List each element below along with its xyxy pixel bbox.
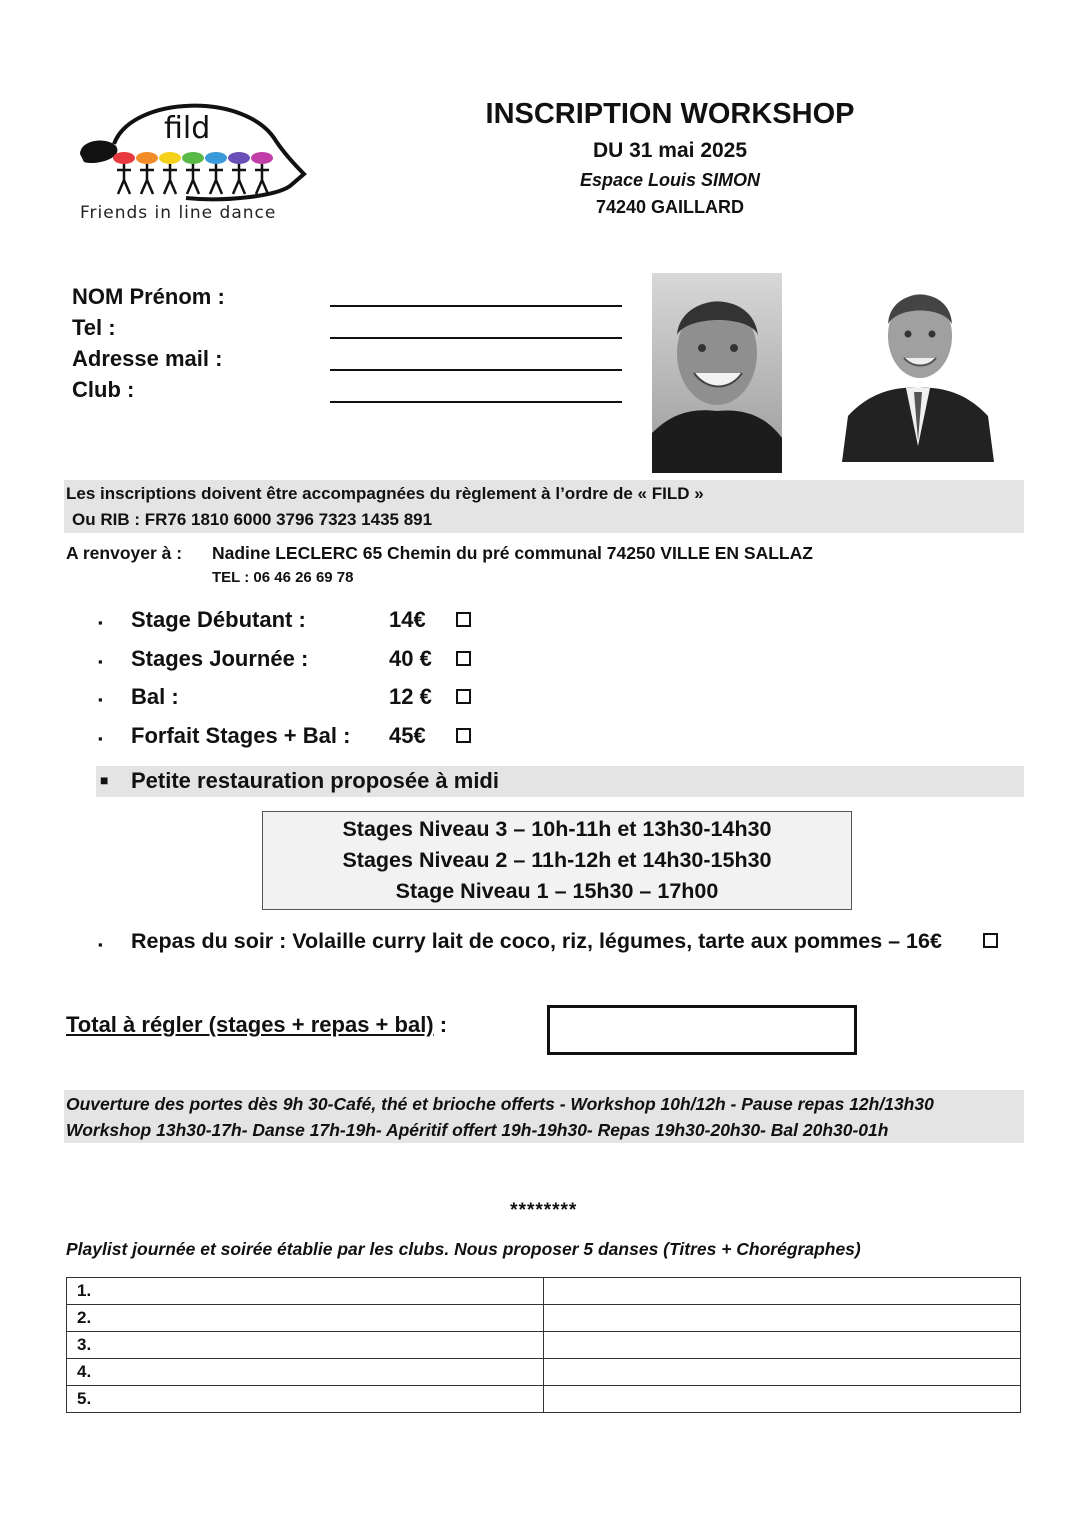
program-line: Ouverture des portes dès 9h 30-Café, thé et brioche offerts - Workshop 10h/12h - Pause repas 12h/13h30 [66, 1094, 934, 1114]
table-row [67, 1305, 1021, 1332]
club-label: Club : [72, 377, 135, 402]
logo-tagline: Friends in line dance [80, 203, 277, 223]
email-label: Adresse mail : [72, 346, 223, 371]
row-number: 3. [67, 1332, 544, 1359]
schedule-line: Stages Niveau 3 – 10h-11h et 13h30-14h30 [342, 817, 772, 841]
playlist-cell[interactable] [544, 1278, 1021, 1305]
table-row [67, 1386, 1021, 1413]
instructor-photo-1 [652, 273, 782, 473]
name-label: NOM Prénom : [72, 284, 225, 309]
price-item-value: 40 € [389, 646, 432, 671]
total-label: Total à régler (stages + repas + bal) : [66, 1012, 448, 1037]
bullet-icon: ▪ [98, 731, 103, 746]
bullet-icon: ▪ [98, 654, 103, 669]
schedule-line: Stages Niveau 2 – 11h-12h et 14h30-15h30 [342, 848, 772, 872]
instructor-photo-2 [838, 276, 998, 462]
checkbox-stage-debutant[interactable] [456, 612, 471, 627]
row-number: 5. [67, 1386, 544, 1413]
price-item-name: Stages Journée : [131, 646, 309, 671]
schedule-line: Stage Niveau 1 – 15h30 – 17h00 [395, 879, 719, 903]
club-field[interactable] [330, 401, 622, 403]
playlist-cell[interactable] [544, 1359, 1021, 1386]
price-item-name: Stage Débutant : [131, 607, 306, 632]
payment-instructions: Les inscriptions doivent être accompagnées du règlement à l’ordre de « FILD » [66, 484, 704, 503]
table-row [67, 1278, 1021, 1305]
playlist-cell[interactable] [544, 1332, 1021, 1359]
bullet-icon: ■ [100, 772, 109, 788]
program-line: Workshop 13h30-17h- Danse 17h-19h- Apéritif offert 19h-19h30- Repas 19h30-20h30- Bal 20h30-01h [66, 1120, 889, 1140]
restauration-text: Petite restauration proposée à midi [131, 768, 499, 793]
return-address: Nadine LECLERC 65 Chemin du pré communal 74250 VILLE EN SALLAZ [212, 543, 813, 563]
name-field[interactable] [330, 305, 622, 307]
repas-text: Repas du soir : Volaille curry lait de coco, riz, légumes, tarte aux pommes – 16€ [131, 929, 942, 953]
playlist-intro: Playlist journée et soirée établie par les clubs. Nous proposer 5 danses (Titres + Chorégraphes) [66, 1239, 861, 1259]
price-item-value: 45€ [389, 723, 426, 748]
table-row [67, 1359, 1021, 1386]
checkbox-stages-journee[interactable] [456, 651, 471, 666]
event-date: DU 31 mai 2025 [592, 139, 748, 162]
return-tel: TEL : 06 46 26 69 78 [212, 569, 354, 586]
page-title: INSCRIPTION WORKSHOP [485, 98, 855, 130]
bullet-icon: ▪ [98, 937, 103, 952]
return-label: A renvoyer à : [66, 543, 183, 563]
bullet-icon: ▪ [98, 615, 103, 630]
checkbox-forfait[interactable] [456, 728, 471, 743]
price-item-value: 14€ [389, 607, 426, 632]
tel-field[interactable] [330, 337, 622, 339]
row-number: 2. [67, 1305, 544, 1332]
event-venue: Espace Louis SIMON [579, 170, 761, 190]
price-item-name: Forfait Stages + Bal : [131, 723, 351, 748]
price-item-value: 12 € [389, 684, 432, 709]
playlist-table [66, 1277, 1021, 1413]
total-input[interactable] [547, 1005, 857, 1055]
playlist-cell[interactable] [544, 1386, 1021, 1413]
payment-rib: Ou RIB : FR76 1810 6000 3796 7323 1435 891 [72, 510, 433, 529]
event-city: 74240 GAILLARD [595, 197, 745, 217]
playlist-cell[interactable] [544, 1305, 1021, 1332]
bullet-icon: ▪ [98, 692, 103, 707]
price-item-name: Bal : [131, 684, 179, 709]
table-row [67, 1332, 1021, 1359]
row-number: 4. [67, 1359, 544, 1386]
tel-label: Tel : [72, 315, 116, 340]
row-number: 1. [67, 1278, 544, 1305]
separator: ******** [509, 1200, 577, 1221]
checkbox-repas[interactable] [983, 933, 998, 948]
logo-brand: fild [164, 111, 211, 146]
dancers-icon [113, 152, 273, 194]
checkbox-bal[interactable] [456, 689, 471, 704]
email-field[interactable] [330, 369, 622, 371]
